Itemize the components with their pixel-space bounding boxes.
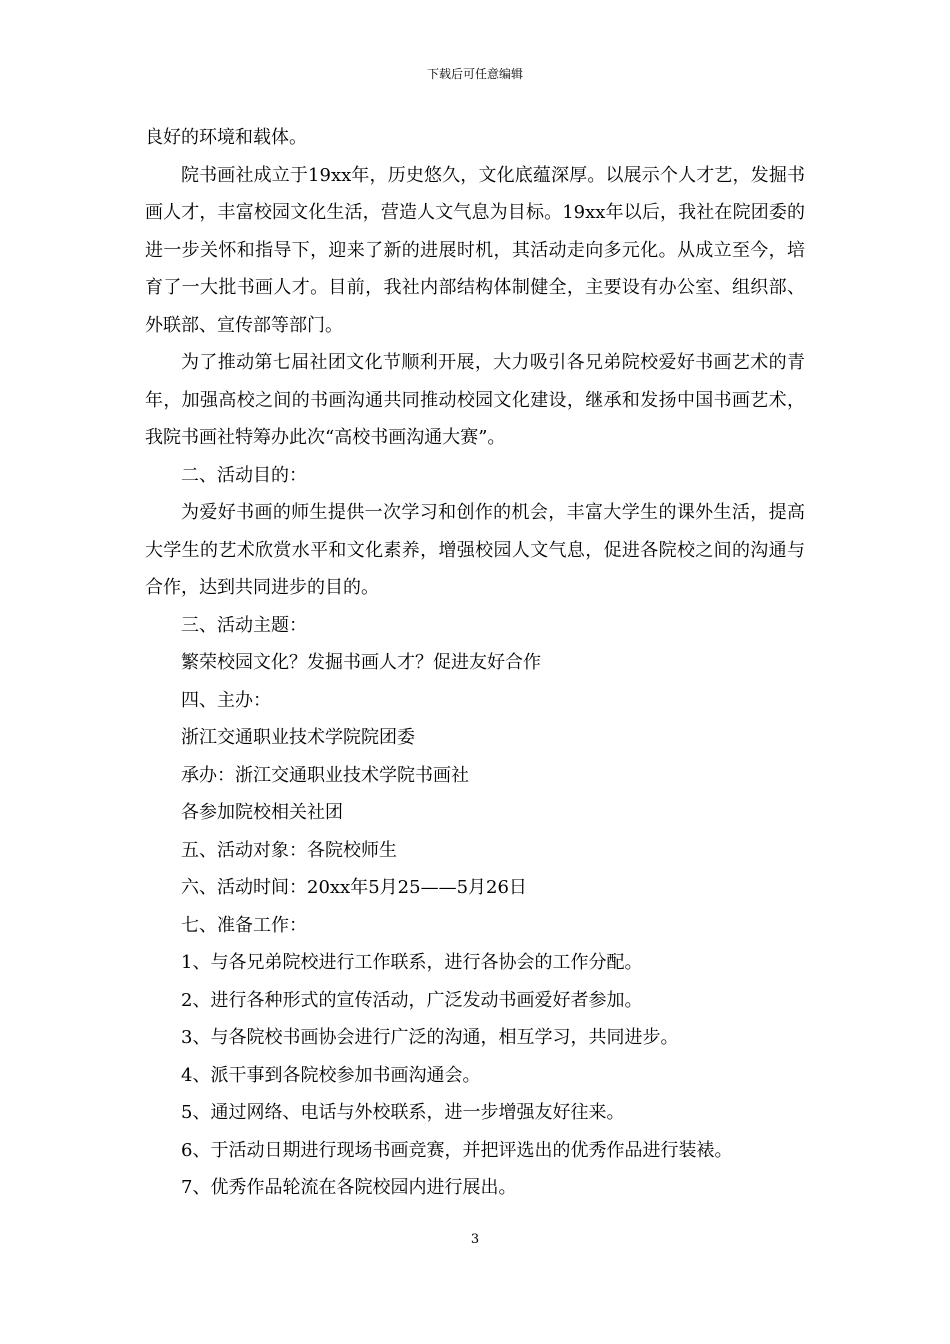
list-item: 5、通过网络、电话与外校联系，进一步增强友好往来。 — [181, 1102, 625, 1123]
list-item: 3、与各院校书画协会进行广泛的沟通，相互学习，共同进步。 — [181, 1027, 679, 1048]
paragraph-participants: 各参加院校相关社团 — [181, 802, 343, 823]
paragraph-undertaker: 承办：浙江交通职业技术学院书画社 — [181, 764, 469, 786]
section-heading-preparation: 七、准备工作： — [181, 914, 307, 936]
section-heading-theme: 三、活动主题： — [181, 614, 307, 636]
list-item: 7、优秀作品轮流在各院校园内进行展出。 — [181, 1177, 517, 1198]
page-number: 3 — [470, 1232, 480, 1247]
list-item: 4、派干事到各院校参加书画沟通会。 — [181, 1064, 481, 1086]
paragraph-history: 院书画社成立于19xx年，历史悠久，文化底蕴深厚。以展示个人才艺，发掘书画人才，丰富校园文化生活，营造人文气息为目标。19xx年以后，我社在院团委的进一步关怀和指导下，迎来了新的进展时机，其活动走向多元化。从成立至今，培育了一大批书画人才。目前，我社内部结构体制健全，主要设有办公室、组织部、外联部、宣传部等部门。 — [145, 164, 805, 336]
paragraph-continuation: 良好的环境和载体。 — [145, 127, 307, 148]
section-heading-organizer: 四、主办： — [181, 689, 271, 711]
paragraph-goal: 为爱好书画的师生提供一次学习和创作的机会，丰富大学生的课外生活，提高大学生的艺术欣赏水平和文化素养，增强校园人文气息，促进各院校之间的沟通与合作，达到共同进步的目的。 — [145, 502, 805, 598]
paragraph-theme: 繁荣校园文化？发掘书画人才？促进友好合作 — [181, 652, 541, 673]
paragraph-purpose-intro: 为了推动第七届社团文化节顺利开展，大力吸引各兄弟院校爱好书画艺术的青年，加强高校之间的书画沟通共同推动校园文化建设，继承和发扬中国书画艺术，我院书画社特筹办此次“高校书画沟通大赛”。 — [145, 352, 805, 448]
list-item: 2、进行各种形式的宣传活动，广泛发动书画爱好者参加。 — [181, 989, 643, 1011]
list-item: 6、于活动日期进行现场书画竞赛，并把评选出的优秀作品进行装裱。 — [181, 1139, 733, 1161]
section-heading-time: 六、活动时间：20xx年5月25——5月26日 — [181, 877, 527, 898]
page-header: 下载后可任意编辑 — [426, 67, 523, 81]
document-body — [145, 119, 805, 1207]
paragraph-organizer: 浙江交通职业技术学院院团委 — [181, 727, 415, 748]
section-heading-audience: 五、活动对象：各院校师生 — [181, 839, 397, 861]
section-heading-goal: 二、活动目的： — [181, 464, 307, 486]
list-item: 1、与各兄弟院校进行工作联系，进行各协会的工作分配。 — [181, 952, 643, 973]
